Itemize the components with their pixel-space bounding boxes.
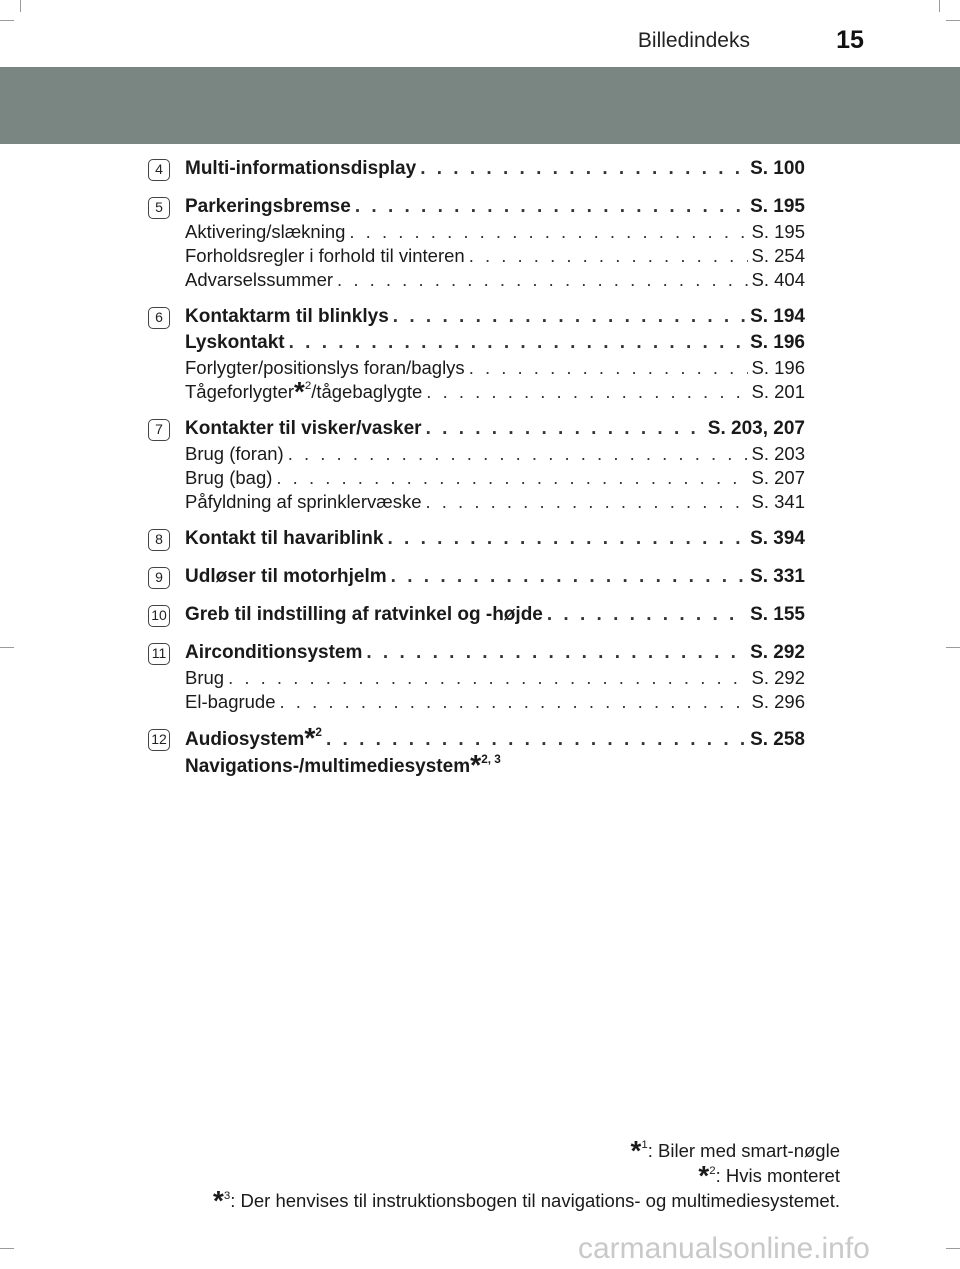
index-group — [0, 156, 960, 182]
page-reference: S. 292 — [750, 642, 805, 664]
entry-label: Kontakt til havariblink — [185, 528, 384, 550]
page-reference: S. 207 — [751, 467, 805, 489]
index-subentry[interactable] — [185, 690, 805, 714]
footnote: *$^3$: Der henvises til instruktionsbogen til navigations- og multimediesystemet. — [213, 1185, 840, 1217]
index-group — [0, 194, 960, 292]
entry-label: Multi-informationsdisplay — [185, 158, 417, 179]
entry-label: Tågeforlygter*$^2$/tågebaglygte — [185, 376, 423, 407]
entry-label: Greb til indstilling af ratvinkel og -højde — [185, 604, 543, 626]
entry-label: Navigations-/multimediesystem*$^{2, 3}$ — [185, 750, 501, 783]
page-reference: S. 404 — [751, 269, 805, 290]
item-number-badge: 4 — [148, 159, 170, 181]
dot-leader — [276, 466, 747, 490]
index-entry[interactable] — [185, 750, 805, 783]
index-subentry[interactable] — [185, 356, 805, 380]
item-number-badge: 8 — [148, 529, 170, 551]
footnote-ref: 2, 3 — [481, 753, 501, 767]
entry-label: Brug (foran) — [185, 443, 284, 465]
dot-leader — [288, 442, 748, 466]
item-number-badge: 5 — [148, 197, 170, 219]
page-number: 15 — [836, 26, 864, 54]
entry-label: Påfyldning af sprinklervæske — [185, 491, 422, 513]
index-group — [0, 304, 960, 407]
page-reference: S. 100 — [750, 158, 805, 179]
page-reference: S. 203 — [751, 443, 805, 465]
entry-label: Brug (bag) — [185, 467, 273, 489]
index-group — [0, 723, 960, 783]
entry-label: Forholdsregler i forhold til vinteren — [185, 245, 465, 266]
index-subentry[interactable] — [185, 268, 805, 292]
page-reference: S. 196 — [750, 332, 805, 353]
dot-leader — [426, 380, 747, 404]
item-number-badge: 7 — [148, 419, 170, 441]
footnote-ref: 2 — [304, 380, 312, 393]
entry-label: Parkeringsbremse — [185, 196, 351, 217]
index-entry[interactable] — [185, 640, 805, 666]
index-entry[interactable] — [185, 526, 805, 552]
index-entry[interactable] — [185, 304, 805, 330]
section-banner — [0, 67, 960, 144]
page-reference: S. 201 — [751, 381, 805, 403]
dot-leader — [349, 220, 747, 244]
footnote: *$^2$: Hvis monteret — [698, 1160, 840, 1192]
entry-label: Brug — [185, 667, 225, 689]
page-reference: S. 292 — [751, 667, 805, 689]
footnote-marker: * — [470, 750, 482, 783]
index-entry[interactable] — [185, 156, 805, 182]
footnote-marker: * — [294, 376, 305, 407]
index-subentry[interactable] — [185, 220, 805, 244]
entry-label: Lyskontakt — [185, 332, 285, 353]
entry-label: Advarselssummer — [185, 269, 334, 290]
dot-leader — [469, 356, 748, 380]
index-group — [0, 416, 960, 514]
entry-label: Airconditionsystem — [185, 642, 363, 664]
index-entry[interactable] — [185, 602, 805, 628]
entry-label: El-bagrude — [185, 691, 276, 713]
index-entry[interactable] — [185, 194, 805, 220]
index-group — [0, 564, 960, 590]
dot-leader — [289, 330, 746, 356]
page-reference: S. 196 — [751, 357, 805, 378]
crop-mark — [946, 20, 960, 21]
index-subentry[interactable] — [185, 244, 805, 268]
crop-mark — [0, 20, 14, 21]
index-entry[interactable] — [185, 330, 805, 356]
item-number-badge: 6 — [148, 307, 170, 329]
item-number-badge: 12 — [148, 729, 170, 751]
dot-leader — [337, 268, 747, 292]
footnote-marker: * — [304, 723, 316, 756]
index-entry[interactable] — [185, 564, 805, 590]
index-group — [0, 602, 960, 628]
item-number-badge: 11 — [148, 643, 170, 665]
crop-mark — [0, 1248, 14, 1249]
page-reference: S. 195 — [751, 221, 805, 242]
crop-mark — [939, 0, 940, 12]
footnote-ref: 2 — [315, 726, 322, 740]
dot-leader — [326, 727, 746, 753]
index-group — [0, 640, 960, 714]
page-reference: S. 155 — [750, 604, 805, 626]
page-reference: S. 394 — [750, 528, 805, 550]
crop-mark — [20, 0, 21, 12]
dot-leader — [387, 526, 746, 552]
page-reference: S. 194 — [750, 306, 805, 327]
dot-leader — [366, 640, 746, 666]
index-entry[interactable] — [185, 416, 805, 442]
page-reference: S. 195 — [750, 196, 805, 217]
dot-leader — [420, 156, 746, 182]
dot-leader — [228, 666, 747, 690]
dot-leader — [393, 304, 746, 330]
page-header-title: Billedindeks — [637, 29, 750, 52]
entry-label: Udløser til motorhjelm — [185, 566, 387, 588]
page-reference: S. 331 — [750, 566, 805, 588]
dot-leader — [469, 244, 748, 268]
dot-leader — [280, 690, 748, 714]
index-subentry[interactable] — [185, 376, 805, 407]
index-subentry[interactable] — [185, 442, 805, 466]
entry-label: Audiosystem*$^2$ — [185, 723, 322, 756]
entry-label: Aktivering/slækning — [185, 221, 346, 242]
footnotes — [213, 1135, 840, 1217]
dot-leader — [426, 490, 748, 514]
dot-leader — [355, 194, 746, 220]
watermark: carmanualsonline.info — [578, 1232, 870, 1265]
index-subentry[interactable] — [185, 490, 805, 514]
page-reference: S. 203, 207 — [707, 418, 805, 440]
item-number-badge: 10 — [148, 605, 170, 627]
index-group — [0, 526, 960, 552]
page-reference: S. 296 — [751, 691, 805, 713]
dot-leader — [547, 602, 746, 628]
index-entry[interactable] — [185, 723, 805, 756]
page-reference: S. 254 — [751, 245, 805, 266]
index-subentry[interactable] — [185, 466, 805, 490]
entry-label: Kontaktarm til blinklys — [185, 306, 389, 327]
item-number-badge: 9 — [148, 567, 170, 589]
dot-leader — [426, 416, 704, 442]
footnote: *$^1$: Biler med smart-nøgle — [630, 1135, 840, 1166]
crop-mark — [946, 1248, 960, 1249]
index-entries — [0, 156, 960, 793]
page-reference: S. 341 — [751, 491, 805, 513]
page-reference: S. 258 — [750, 729, 805, 751]
entry-label: Forlygter/positionslys foran/baglys — [185, 357, 465, 378]
entry-label: Kontakter til visker/vasker — [185, 418, 422, 440]
index-subentry[interactable] — [185, 666, 805, 690]
dot-leader — [391, 564, 746, 590]
